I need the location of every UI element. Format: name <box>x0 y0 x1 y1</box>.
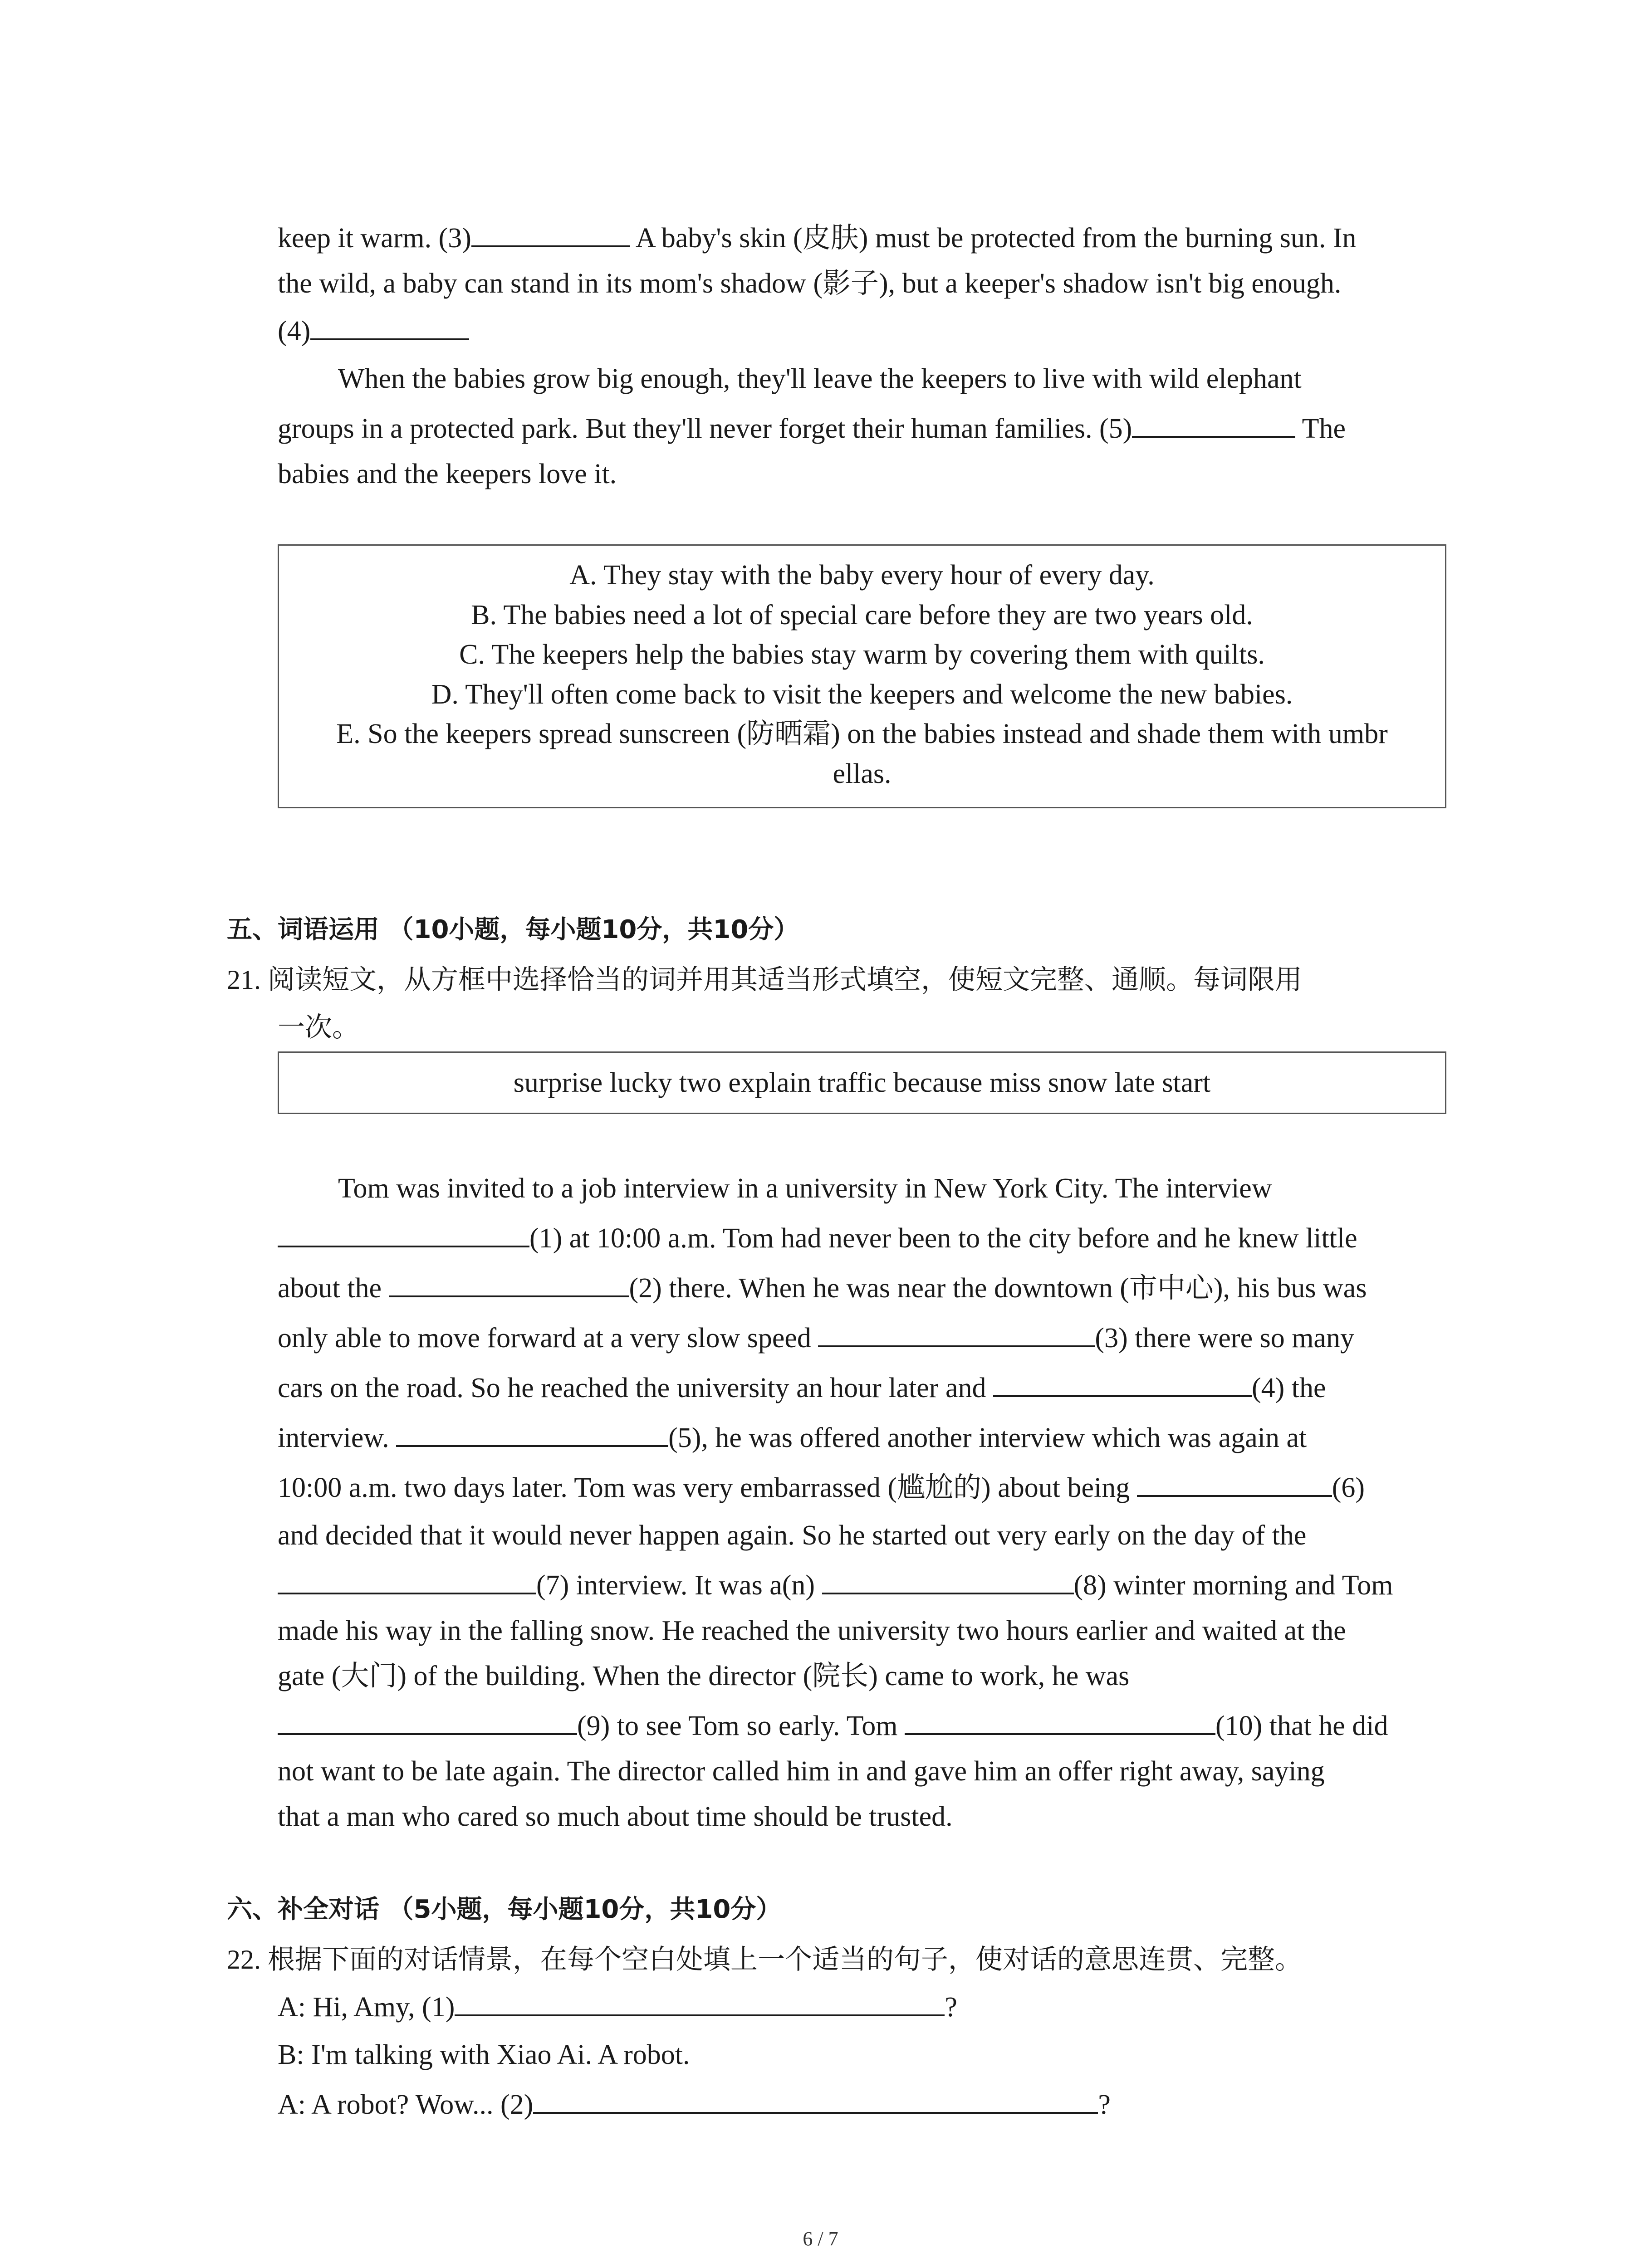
answer-blank-5[interactable] <box>1132 411 1295 438</box>
option-b: B. The babies need a lot of special care before they are two years old. <box>471 600 1253 631</box>
passage-a-line-4: When the babies grow big enough, they'll leave the keepers to live with wild elephant <box>338 363 1302 394</box>
question-21-instruction-2: 一次。 <box>278 1012 359 1042</box>
question-number: 22. <box>227 1945 261 1975</box>
text: (9) to see Tom so early. Tom <box>577 1711 905 1741</box>
page-number: 6 / 7 <box>803 2228 838 2250</box>
question-21-instruction <box>227 962 1302 998</box>
passage-b-line-14: that a man who cared so much about time should be trusted. <box>278 1801 953 1832</box>
option-e-continued: ellas. <box>833 758 892 789</box>
answer-blank-9[interactable] <box>278 1708 577 1735</box>
text: 10:00 a.m. two days later. Tom was very embarrassed (尴尬的) about being <box>278 1472 1137 1503</box>
answer-blank-5b[interactable] <box>396 1420 668 1447</box>
answer-blank-10[interactable] <box>905 1708 1215 1735</box>
text: only able to move forward at a very slow speed <box>278 1323 818 1354</box>
text: ? <box>1098 2089 1111 2120</box>
answer-blank-2[interactable] <box>389 1270 629 1297</box>
text: interview. <box>278 1422 397 1453</box>
answer-blank-3[interactable] <box>471 220 630 247</box>
text: A: A robot? Wow... (2) <box>278 2089 534 2120</box>
passage-b-line-9 <box>278 1567 1393 1603</box>
passage-b-line-2 <box>278 1220 1357 1256</box>
text: 根据下面的对话情景，在每个空白处填上一个适当的句子，使对话的意思连贯、完整。 <box>268 1945 1302 1975</box>
answer-blank-4[interactable] <box>310 313 469 340</box>
option-c: C. The keepers help the babies stay warm by covering them with quilts. <box>459 639 1265 670</box>
passage-b-line-10: made his way in the falling snow. He reached the university two hours earlier and waited at the <box>278 1615 1346 1646</box>
text: (7) interview. It was a(n) <box>536 1570 822 1601</box>
answer-blank-1[interactable] <box>278 1220 529 1247</box>
passage-b-line-4 <box>278 1320 1354 1356</box>
text: groups in a protected park. But they'll never forget their human families. (5) <box>278 413 1132 444</box>
answer-blank-4b[interactable] <box>993 1370 1252 1397</box>
dialogue-line-1 <box>278 1989 957 2025</box>
passage-b-line-1: Tom was invited to a job interview in a university in New York City. The interview <box>338 1173 1272 1204</box>
text: keep it warm. (3) <box>278 223 471 254</box>
question-number: 21. <box>227 965 261 995</box>
dialogue-blank-1[interactable] <box>455 1989 945 2016</box>
passage-b-line-11: gate (大门) of the building. When the director (院长) came to work, he was <box>278 1661 1130 1691</box>
dialogue-blank-2[interactable] <box>533 2087 1098 2114</box>
section-6-heading: 六、补全对话 （5小题，每小题10分，共10分） <box>227 1895 782 1924</box>
word-box <box>278 1051 1446 1114</box>
answer-blank-7[interactable] <box>278 1567 536 1594</box>
word-list: surprise lucky two explain traffic because miss snow late start <box>513 1067 1211 1098</box>
passage-a-line-6: babies and the keepers love it. <box>278 459 617 489</box>
text: ? <box>945 1992 957 2023</box>
passage-a-line-3 <box>278 313 469 349</box>
text: cars on the road. So he reached the university an hour later and <box>278 1373 993 1403</box>
answer-blank-8[interactable] <box>822 1567 1074 1594</box>
text: 阅读短文，从方框中选择恰当的词并用其适当形式填空，使短文完整、通顺。每词限用 <box>268 965 1302 995</box>
text: A baby's skin (皮肤) must be protected from the burning sun. In <box>630 223 1357 254</box>
question-22-instruction <box>227 1941 1302 1978</box>
text: (5), he was offered another interview which was again at <box>668 1422 1307 1453</box>
passage-b-line-12 <box>278 1708 1388 1744</box>
text: (10) that he did <box>1215 1711 1388 1741</box>
text: (4) <box>278 316 311 347</box>
text: The <box>1295 413 1346 444</box>
passage-b-line-3 <box>278 1270 1367 1306</box>
section-5-heading: 五、词语运用 （10小题，每小题10分，共10分） <box>227 915 799 944</box>
dialogue-line-3 <box>278 2087 1111 2123</box>
passage-b-line-5 <box>278 1370 1326 1406</box>
text: A: Hi, Amy, (1) <box>278 1992 455 2023</box>
answer-blank-3b[interactable] <box>818 1320 1095 1347</box>
text: (2) there. When he was near the downtown (市中心), his bus was <box>629 1273 1367 1304</box>
text: about the <box>278 1273 389 1304</box>
passage-b-line-7 <box>278 1470 1365 1506</box>
passage-a-line-1 <box>278 220 1357 256</box>
option-d: D. They'll often come back to visit the keepers and welcome the new babies. <box>431 679 1293 710</box>
answer-blank-6[interactable] <box>1137 1470 1332 1497</box>
option-a: A. They stay with the baby every hour of every day. <box>569 560 1155 591</box>
passage-a-line-5 <box>278 411 1346 447</box>
option-e: E. So the keepers spread sunscreen (防晒霜) on the babies instead and shade them with umbr <box>336 719 1388 749</box>
dialogue-line-2: B: I'm talking with Xiao Ai. A robot. <box>278 2039 690 2070</box>
options-box <box>278 544 1446 808</box>
text: (4) the <box>1251 1373 1326 1403</box>
passage-b-line-13: not want to be late again. The director called him in and gave him an offer right away, saying <box>278 1756 1325 1787</box>
text: (1) at 10:00 a.m. Tom had never been to the city before and he knew little <box>529 1223 1357 1254</box>
passage-b-line-8: and decided that it would never happen again. So he started out very early on the day of the <box>278 1520 1307 1551</box>
text: (8) winter morning and Tom <box>1073 1570 1393 1601</box>
passage-a-line-2: the wild, a baby can stand in its mom's shadow (影子), but a keeper's shadow isn't big enough. <box>278 268 1342 299</box>
passage-b-line-6 <box>278 1420 1307 1456</box>
text: (3) there were so many <box>1095 1323 1354 1354</box>
text: (6) <box>1332 1472 1365 1503</box>
